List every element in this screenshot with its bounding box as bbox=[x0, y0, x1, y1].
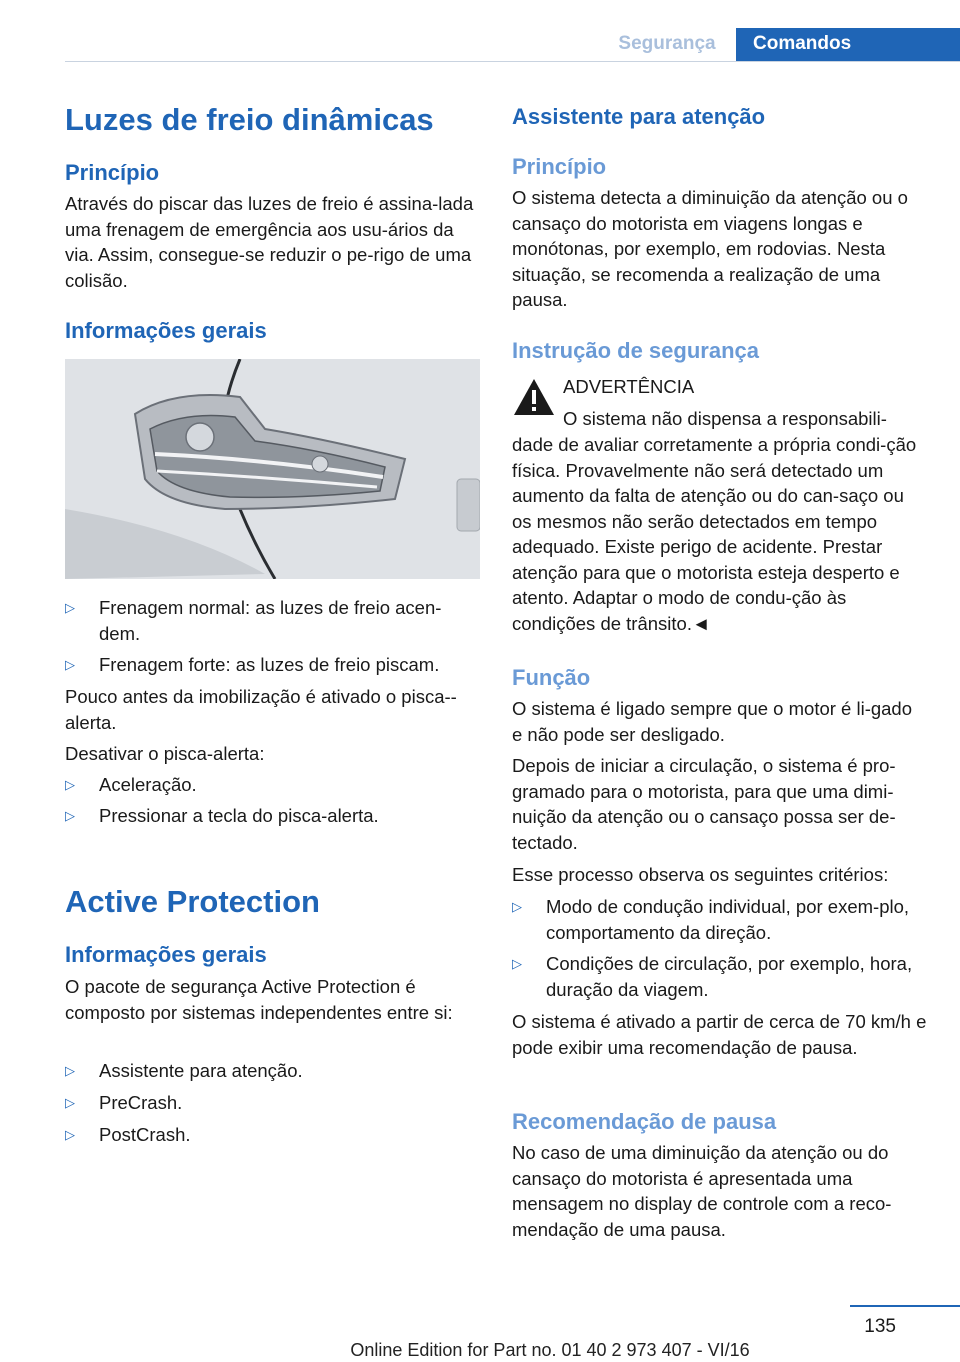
heading-funcao: Função bbox=[512, 665, 591, 690]
paragraph-principio: Através do piscar das luzes de freio é assina-lada uma frenagem de emergência aos usu-ários da via. Assim, consegue-se reduzir o pe-rigo de uma colisão. bbox=[65, 193, 474, 291]
triangle-right-icon: ▷ bbox=[65, 777, 75, 792]
header-divider bbox=[65, 61, 960, 62]
triangle-right-icon: ▷ bbox=[65, 1127, 75, 1142]
paragraph-recomendacao: No caso de uma diminuição da atenção ou do cansaço do motorista é apresentada uma mensagem no display de controle com a reco-mendação de uma pausa. bbox=[512, 1142, 892, 1240]
paragraph-pisca-alerta: Pouco antes da imobilização é ativado o pisca--alerta. bbox=[65, 686, 457, 733]
heading-recomendacao-pausa: Recomendação de pausa bbox=[512, 1109, 777, 1134]
list-item: ▷ Frenagem normal: as luzes de freio acen-dem. bbox=[65, 597, 442, 644]
tail-light-illustration bbox=[65, 359, 480, 579]
list-item: ▷ Modo de condução individual, por exem-plo, comportamento da direção. bbox=[512, 896, 910, 943]
heading-informacoes-gerais: Informações gerais bbox=[65, 318, 267, 343]
page-number: 135 bbox=[864, 1316, 896, 1337]
header-section-label: Segurança bbox=[618, 33, 716, 54]
warning-first-line: O sistema não dispensa a responsabili- bbox=[563, 408, 887, 429]
paragraph-principio-right: O sistema detecta a diminuição da atenção ou o cansaço do motorista em viagens longas e monótonas, por exemplo, em rodovias. Nesta situação, se recomenda a realização de uma pausa. bbox=[512, 187, 908, 310]
title-assistente-atencao: Assistente para atenção bbox=[512, 104, 766, 129]
list-item: ▷ Pressionar a tecla do pisca-alerta. bbox=[65, 803, 480, 829]
list-item: ▷ PostCrash. bbox=[65, 1122, 480, 1148]
list-item: ▷ Aceleração. bbox=[65, 772, 480, 798]
warning-label: ADVERTÊNCIA bbox=[563, 376, 695, 397]
triangle-right-icon: ▷ bbox=[512, 899, 522, 914]
list-item: ▷ Condições de circulação, por exemplo, hora, duração da viagem. bbox=[512, 953, 913, 1000]
header-active-tab: Comandos bbox=[736, 28, 960, 61]
triangle-right-icon: ▷ bbox=[65, 1063, 75, 1078]
paragraph-desativar: Desativar o pisca-alerta: bbox=[65, 743, 265, 764]
warning-triangle-icon bbox=[512, 377, 556, 417]
warning-text: dade de avaliar corretamente a própria condi-ção física. Provavelmente não será detectado um aumento da falta de atenção ou do can-saço ou os mesmos não serão detectados em tempo adequado. Existe perigo de acidente. Prestar atenção para que o motorista esteja desperto e atento. Adaptar o modo de condu-ção às condições de trânsito.◄ bbox=[512, 434, 917, 634]
paragraph-funcao-2: Depois de iniciar a circulação, o sistema é pro-gramado para o motorista, para que uma dimi-nuição da atenção ou o cansaço possa ser de-tectado. bbox=[512, 755, 896, 853]
triangle-right-icon: ▷ bbox=[65, 808, 75, 823]
title-luzes-freio: Luzes de freio dinâmicas bbox=[65, 102, 434, 137]
triangle-right-icon: ▷ bbox=[65, 1095, 75, 1110]
paragraph-funcao-1: O sistema é ligado sempre que o motor é li-gado e não pode ser desligado. bbox=[512, 698, 913, 745]
footer-divider bbox=[850, 1305, 960, 1307]
heading-informacoes-gerais-2: Informações gerais bbox=[65, 942, 267, 967]
paragraph-funcao-3: Esse processo observa os seguintes critérios: bbox=[512, 864, 889, 885]
list-item: ▷ Frenagem forte: as luzes de freio piscam. bbox=[65, 652, 480, 678]
list-item: ▷ Assistente para atenção. bbox=[65, 1058, 480, 1084]
paragraph-funcao-4: O sistema é ativado a partir de cerca de 70 km/h e pode exibir uma recomendação de pausa. bbox=[512, 1011, 927, 1058]
triangle-right-icon: ▷ bbox=[512, 956, 522, 971]
triangle-right-icon: ▷ bbox=[65, 657, 75, 672]
triangle-right-icon: ▷ bbox=[65, 600, 75, 615]
paragraph-pacote: O pacote de segurança Active Protection é composto por sistemas independentes entre si: bbox=[65, 976, 453, 1023]
heading-principio-right: Princípio bbox=[512, 154, 607, 179]
heading-instrucao-seguranca: Instrução de segurança bbox=[512, 338, 759, 363]
title-active-protection: Active Protection bbox=[65, 884, 320, 919]
list-item: ▷ PreCrash. bbox=[65, 1090, 480, 1116]
edition-footer: Online Edition for Part no. 01 40 2 973 407 - VI/16 bbox=[350, 1340, 750, 1360]
heading-principio: Princípio bbox=[65, 160, 160, 185]
